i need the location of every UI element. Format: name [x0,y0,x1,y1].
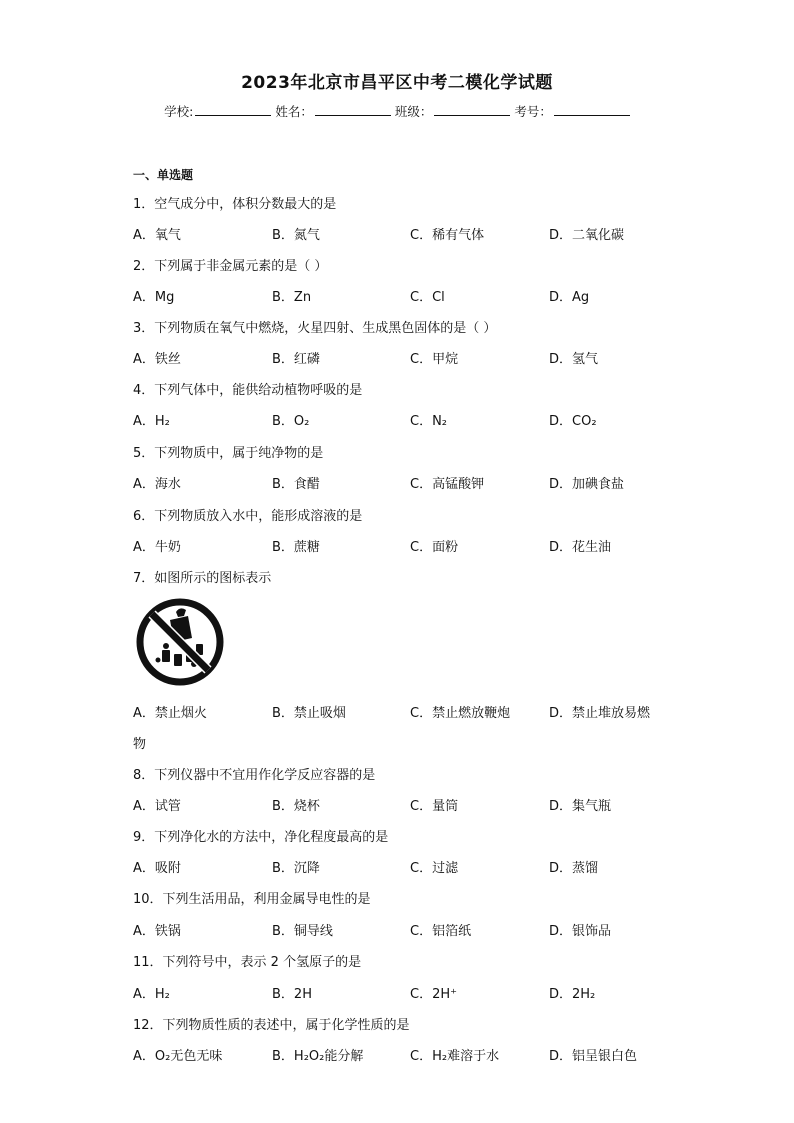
option-c: C．稀有气体 [410,228,485,243]
option-b: B．H₂O₂能分解 [272,1049,364,1064]
option-a: A．铁锅 [133,924,181,939]
no-fireworks-sign-icon [136,598,224,686]
question-options [133,348,693,366]
option-c: C．过滤 [410,861,459,876]
question-options [133,224,693,242]
question-stem: 2．下列属于非金属元素的是（ ） [133,259,328,274]
section-heading: 一、单选题 [133,168,194,182]
option-a: A．H₂ [133,987,170,1002]
class-label: 班级： [394,104,433,119]
option-d: D．CO₂ [549,414,597,429]
question-options [133,983,693,1001]
option-b: B．禁止吸烟 [272,706,346,721]
question-options [133,795,693,813]
option-d: D．禁止堆放易燃 [549,706,651,721]
option-a: A．氧气 [133,228,181,243]
question-stem: 9．下列净化水的方法中，净化程度最高的是 [133,830,389,845]
question-options [133,857,693,875]
option-b: B．沉降 [272,861,320,876]
question-stem: 12．下列物质性质的表述中，属于化学性质的是 [133,1018,410,1033]
option-b: B．烧杯 [272,799,320,814]
exam-number-blank [554,103,630,116]
option-d: D．花生油 [549,540,612,555]
school-blank [195,103,271,116]
question-options [133,702,693,720]
option-b: B．红磷 [272,352,320,367]
option-b: B．2H [272,987,312,1002]
question-stem: 5．下列物质中，属于纯净物的是 [133,446,324,461]
option-d-wrap: 物 [133,737,147,752]
question-stem: 6．下列物质放入水中，能形成溶液的是 [133,509,363,524]
option-a: A．O₂无色无味 [133,1049,223,1064]
option-c: C．高锰酸钾 [410,477,485,492]
question-stem: 3．下列物质在氧气中燃烧，火星四射、生成黑色固体的是（ ） [133,321,497,336]
option-d: D．集气瓶 [549,799,612,814]
option-b: B．食醋 [272,477,320,492]
option-c: C．Cl [410,290,445,305]
question-stem: 8．下列仪器中不宜用作化学反应容器的是 [133,768,376,783]
question-stem: 4．下列气体中，能供给动植物呼吸的是 [133,383,363,398]
option-b: B．Zn [272,290,312,305]
name-label: 姓名： [275,104,313,119]
option-c: C．N₂ [410,414,448,429]
student-info-line [0,102,794,120]
option-b: B．蔗糖 [272,540,320,555]
question-stem: 11．下列符号中，表示 2 个氢原子的是 [133,955,362,970]
question-options [133,473,693,491]
option-a: A．试管 [133,799,181,814]
option-d: D．蒸馏 [549,861,599,876]
option-c: C．H₂难溶于水 [410,1049,500,1064]
option-a: A．牛奶 [133,540,181,555]
question-stem: 10．下列生活用品，利用金属导电性的是 [133,892,371,907]
option-a: A．H₂ [133,414,170,429]
option-c: C．面粉 [410,540,459,555]
option-d: D．银饰品 [549,924,612,939]
option-c: C．量筒 [410,799,459,814]
option-a: A．Mg [133,290,175,305]
option-d: D．二氧化碳 [549,228,625,243]
option-b: B．氮气 [272,228,320,243]
school-label: 学校: [164,104,194,119]
question-options [133,286,693,304]
question-stem: 7．如图所示的图标表示 [133,571,272,586]
option-a: A．禁止烟火 [133,706,207,721]
page-title: 2023年北京市昌平区中考二模化学试题 [241,73,553,93]
option-a: A．吸附 [133,861,181,876]
question-options [133,536,693,554]
question-stem: 1．空气成分中，体积分数最大的是 [133,197,337,212]
option-b: B．铜导线 [272,924,333,939]
option-d: D．铝呈银白色 [549,1049,638,1064]
question-options [133,920,693,938]
option-a: A．海水 [133,477,181,492]
option-c: C．禁止燃放鞭炮 [410,706,511,721]
option-d: D．加碘食盐 [549,477,625,492]
class-blank [434,103,510,116]
option-d: D．氢气 [549,352,599,367]
option-c: C．铝箔纸 [410,924,472,939]
exam-number-label: 考号： [514,104,552,119]
option-c: C．甲烷 [410,352,459,367]
name-blank [315,103,391,116]
option-d: D．Ag [549,290,590,305]
question-options [133,410,693,428]
option-d: D．2H₂ [549,987,596,1002]
option-b: B．O₂ [272,414,310,429]
option-c: C．2H⁺ [410,987,457,1002]
question-options [133,1045,693,1063]
option-a: A．铁丝 [133,352,181,367]
